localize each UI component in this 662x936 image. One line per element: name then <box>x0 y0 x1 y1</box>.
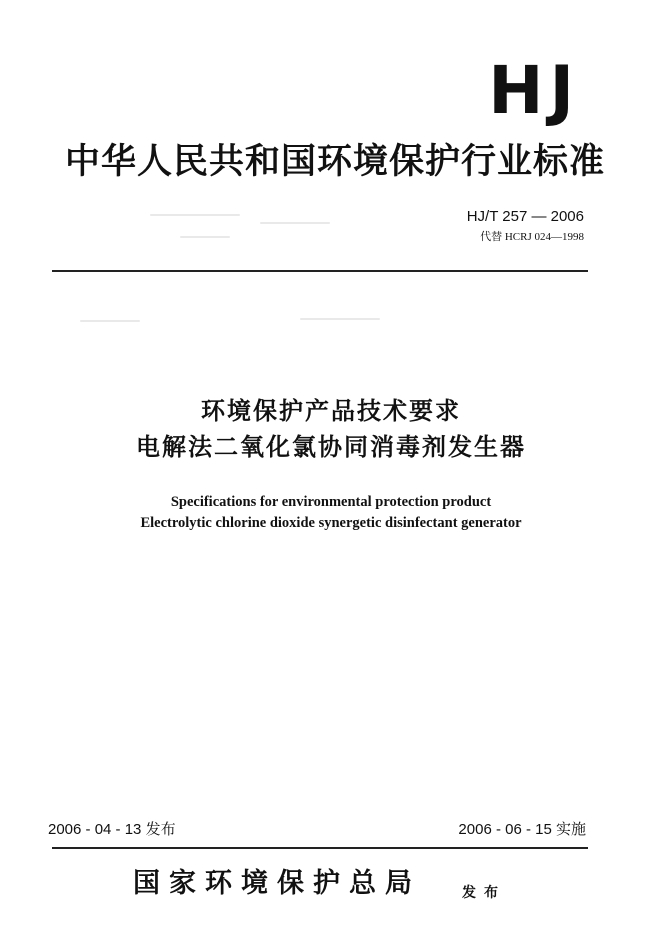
replaces-standard: 代替 HCRJ 024—1998 <box>480 231 584 243</box>
title-cn-line2: 电解法二氧化氯协同消毒剂发生器 <box>136 433 526 461</box>
scan-speck <box>260 222 330 224</box>
title-en-line1: Specifications for environmental protection product <box>170 494 492 510</box>
issue-date: 2006 - 04 - 13 发布 <box>48 821 176 838</box>
top-divider <box>52 270 588 272</box>
title-en-line2: Electrolytic chlorine dioxide synergetic disinfectant generator <box>140 515 522 531</box>
standard-number: HJ/T 257 — 2006 <box>466 208 584 225</box>
org-standard-title: 中华人民共和国环境保护行业标准 <box>64 141 605 182</box>
scan-speck <box>80 320 140 322</box>
bottom-divider <box>52 847 588 849</box>
issuing-authority: 国家环境保护总局 <box>133 868 421 899</box>
effective-date: 2006 - 06 - 15 实施 <box>458 821 586 838</box>
title-cn-line1: 环境保护产品技术要求 <box>201 397 461 425</box>
issuer-action-label: 发布 <box>462 885 506 901</box>
scan-speck <box>180 236 230 238</box>
scan-speck <box>150 214 240 216</box>
scan-speck <box>300 318 380 320</box>
hj-logo: HJ <box>488 52 580 129</box>
